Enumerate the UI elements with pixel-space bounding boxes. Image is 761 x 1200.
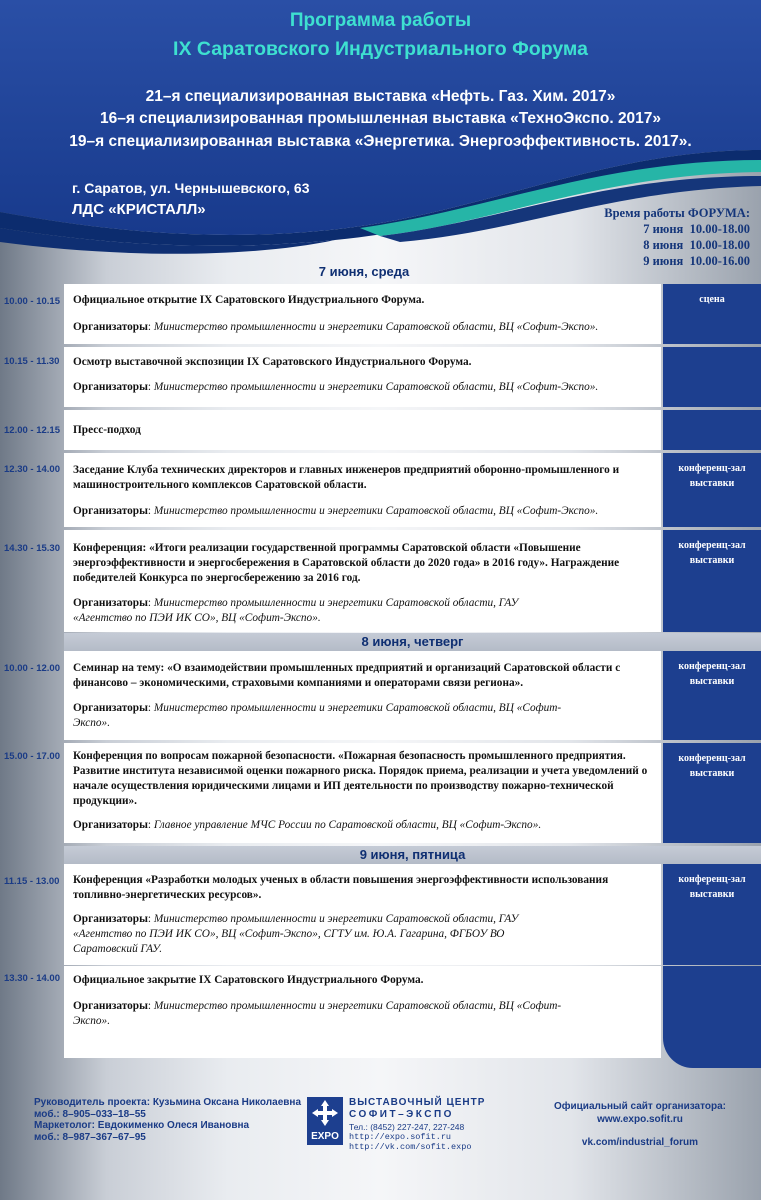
event-title: Официальное открытие IX Саратовского Индустриального Форума. — [73, 294, 425, 306]
event-organizers: Организаторы: Министерство промышленности и энергетики Саратовской области, ВЦ «Софит-Экспо». — [73, 1000, 562, 1027]
organizers-text: Министерство промышленности и энергетики Саратовской области, ГАУ «Агентство по ПЭИ ИК СО», ВЦ «Софит-Экспо», СГТУ им. Ю.А. Гагарина, ФГБОУ ВО Саратовский ГАУ. — [73, 913, 519, 955]
event-card — [64, 966, 661, 1030]
organizers-text: Министерство промышленности и энергетики Саратовской области, ВЦ «Софит-Экспо». — [73, 702, 562, 729]
event-card — [64, 284, 661, 344]
event-title: Пресс-подход — [73, 424, 141, 436]
event-organizers: Организаторы: Министерство промышленности и энергетики Саратовской области, ВЦ «Софит-Экспо». — [73, 702, 562, 729]
event-title: Конференция «Разработки молодых ученых в области повышения энергоэффективности использования топливно-энергетических ресурсов». — [73, 874, 609, 901]
organizers-label: Организаторы — [73, 505, 148, 517]
event-venue-panel — [663, 864, 761, 965]
organizers-label: Организаторы — [73, 597, 148, 609]
organizers-label: Организаторы — [73, 321, 148, 333]
organizers-label: Организаторы — [73, 1000, 148, 1012]
event-time: 15.00 - 17.00 — [4, 751, 60, 762]
event-venue: конференц-зал выставки — [678, 661, 746, 687]
schedule-bottom — [64, 1030, 661, 1058]
organizers-label: Организаторы — [73, 381, 148, 393]
organizers-label: Организаторы — [73, 913, 148, 925]
hours-row — [560, 221, 750, 237]
hours-time: 10.00-16.00 — [689, 254, 750, 268]
contact-manager: Руководитель проекта: Кузьмина Оксана Николаевна — [34, 1097, 302, 1108]
event-venue-panel — [663, 530, 761, 632]
event-venue-panel — [663, 347, 761, 407]
event-card — [64, 743, 661, 843]
event-title: Семинар на тему: «О взаимодействии промышленных предприятий и организаций Саратовской области с финансово – экономическими, страховыми компаниями и операторами связи региона». — [73, 662, 621, 689]
event-time: 12.00 - 12.15 — [4, 425, 60, 436]
center-phone: Тел.: (8452) 227-247, 227-248 — [349, 1122, 465, 1132]
event-time: 10.15 - 11.30 — [4, 356, 60, 367]
expo-logo — [307, 1097, 343, 1145]
organizers-label: Организаторы — [73, 819, 148, 831]
event-card — [64, 864, 661, 965]
site-label: Официальный сайт организатора: — [553, 1101, 726, 1112]
contact-marketer: Маркетолог: Евдокименко Олеся Ивановна — [34, 1120, 250, 1131]
hours-day: 8 июня — [643, 238, 684, 252]
event-venue-panel — [663, 651, 761, 740]
footer-site — [540, 1100, 740, 1149]
exhibition-line-2: 16–я специализированная промышленная выставка «ТехноЭкспо. 2017» — [99, 110, 662, 127]
hours-row — [560, 237, 750, 253]
hours-day: 9 июня — [643, 254, 684, 268]
organizers-text: Министерство промышленности и энергетики Саратовской области, ВЦ «Софит-Экспо». — [153, 505, 599, 517]
event-venue-panel — [663, 410, 761, 450]
exhibition-line-1: 21–я специализированная выставка «Нефть. Газ. Хим. 2017» — [145, 88, 616, 105]
organizers-text: Министерство промышленности и энергетики Саратовской области, ВЦ «Софит-Экспо». — [73, 1000, 562, 1027]
expo-logo-icon — [307, 1097, 343, 1145]
event-organizers: Организаторы: Министерство промышленности и энергетики Саратовской области, ВЦ «Софит-Экспо». — [73, 381, 599, 393]
event-organizers: Организаторы: Министерство промышленности и энергетики Саратовской области, ВЦ «Софит-Экспо». — [73, 505, 599, 517]
event-venue: конференц-зал выставки — [678, 463, 746, 489]
contact-marketer-phone: моб.: 8–987–367–67–95 — [34, 1131, 146, 1143]
forum-hours-title: Время работы ФОРУМА: — [604, 206, 750, 220]
event-venue-panel — [663, 453, 761, 527]
center-url-2[interactable]: http://vk.com/sofit.expo — [349, 1142, 472, 1152]
forum-hours — [560, 205, 750, 269]
address: г. Саратов, ул. Чернышевского, 63 — [72, 180, 310, 196]
hours-time: 10.00-18.00 — [689, 222, 750, 236]
event-card — [64, 651, 661, 740]
event-organizers: Организаторы: Министерство промышленности и энергетики Саратовской области, ГАУ «Агентство по ПЭИ ИК СО», ВЦ «Софит-Экспо». — [73, 597, 519, 624]
center-name-2: СОФИТ–ЭКСПО — [349, 1109, 454, 1120]
event-time: 10.00 - 10.15 — [4, 296, 60, 307]
event-title: Конференция: «Итоги реализации государственной программы Саратовской области «Повышение энергоэффективности и энергосбережения в Саратовской области до 2020 года» в 2016 году». Награждение победителей Конкурса по энергосбережению за 2016 год. — [73, 542, 620, 584]
event-time: 14.30 - 15.30 — [4, 543, 60, 554]
footer-contacts — [34, 1097, 301, 1143]
exhibition-line-3: 19–я специализированная выставка «Энергетика. Энергоэффективность. 2017». — [69, 133, 692, 150]
day-header-2: 8 июня, четверг — [64, 633, 761, 651]
contact-manager-phone: моб.: 8–905–033–18–55 — [34, 1108, 146, 1120]
event-venue: сцена — [699, 294, 725, 305]
vk-link[interactable]: vk.com/industrial_forum — [581, 1137, 699, 1148]
hours-time: 10.00-18.00 — [689, 238, 750, 252]
organizers-text: Министерство промышленности и энергетики Саратовской области, ВЦ «Софит-Экспо». — [153, 381, 599, 393]
center-url-1[interactable]: http://expo.sofit.ru — [349, 1132, 452, 1142]
organizers-label: Организаторы — [73, 702, 148, 714]
event-venue-panel — [663, 966, 761, 1030]
organizers-text: Министерство промышленности и энергетики Саратовской области, ВЦ «Софит-Экспо». — [153, 321, 599, 333]
schedule-side-bottom — [663, 1030, 761, 1068]
event-card — [64, 347, 661, 407]
expo-center-info — [349, 1097, 485, 1152]
event-card — [64, 410, 661, 450]
event-card — [64, 530, 661, 632]
page-title-line1: Программа работы — [289, 10, 472, 31]
event-title: Конференция по вопросам пожарной безопасности. «Пожарная безопасность промышленного предприятия. Развитие института независимой оценки пожарного риска. Порядок приема, реализации и учета уведомлений о начале осуществления юридическими лицами и ИП деятельности по производству пожарно-технической продукции». — [73, 750, 648, 807]
event-venue-panel — [663, 284, 761, 344]
event-card — [64, 453, 661, 527]
event-venue: конференц-зал выставки — [678, 874, 746, 900]
event-time: 13.30 - 14.00 — [4, 973, 60, 984]
footer — [0, 1075, 761, 1200]
event-venue: конференц-зал выставки — [678, 540, 746, 566]
organizers-text: Главное управление МЧС России по Саратовской области, ВЦ «Софит-Экспо». — [153, 819, 542, 831]
event-title: Официальное закрытие IX Саратовского Индустриального Форума. — [73, 974, 424, 986]
event-title: Осмотр выставочной экспозиции IX Саратовского Индустриального Форума. — [73, 356, 472, 368]
center-name-1: ВЫСТАВОЧНЫЙ ЦЕНТР — [349, 1097, 486, 1108]
event-venue-panel — [663, 743, 761, 843]
day-header-3: 9 июня, пятница — [64, 846, 761, 864]
event-time: 12.30 - 14.00 — [4, 464, 60, 475]
hours-day: 7 июня — [643, 222, 684, 236]
day-header-1: 7 июня, среда — [318, 264, 410, 279]
organizers-text: Министерство промышленности и энергетики Саратовской области, ГАУ «Агентство по ПЭИ ИК СО», ВЦ «Софит-Экспо». — [73, 597, 519, 624]
event-time: 10.00 - 12.00 — [4, 663, 60, 674]
event-time: 11.15 - 13.00 — [4, 876, 60, 887]
site-link[interactable]: www.expo.sofit.ru — [597, 1114, 683, 1125]
event-organizers: Организаторы: Министерство промышленности и энергетики Саратовской области, ГАУ «Агентство по ПЭИ ИК СО», ВЦ «Софит-Экспо», СГТУ им. Ю.А. Гагарина, ФГБОУ ВО Саратовский ГАУ. — [73, 913, 519, 955]
page-title-line2: IX Саратовского Индустриального Форума — [173, 38, 588, 60]
event-organizers: Организаторы: Министерство промышленности и энергетики Саратовской области, ВЦ «Софит-Экспо». — [73, 321, 599, 333]
event-title: Заседание Клуба технических директоров и главных инженеров предприятий оборонно-промышленного и машиностроительного комплексов Саратовской области. — [73, 464, 620, 491]
venue-name: ЛДС «КРИСТАЛЛ» — [72, 201, 206, 218]
event-venue: конференц-зал выставки — [678, 753, 746, 779]
event-organizers: Организаторы: Главное управление МЧС России по Саратовской области, ВЦ «Софит-Экспо». — [73, 819, 542, 831]
logo-label: EXPO — [311, 1131, 339, 1142]
